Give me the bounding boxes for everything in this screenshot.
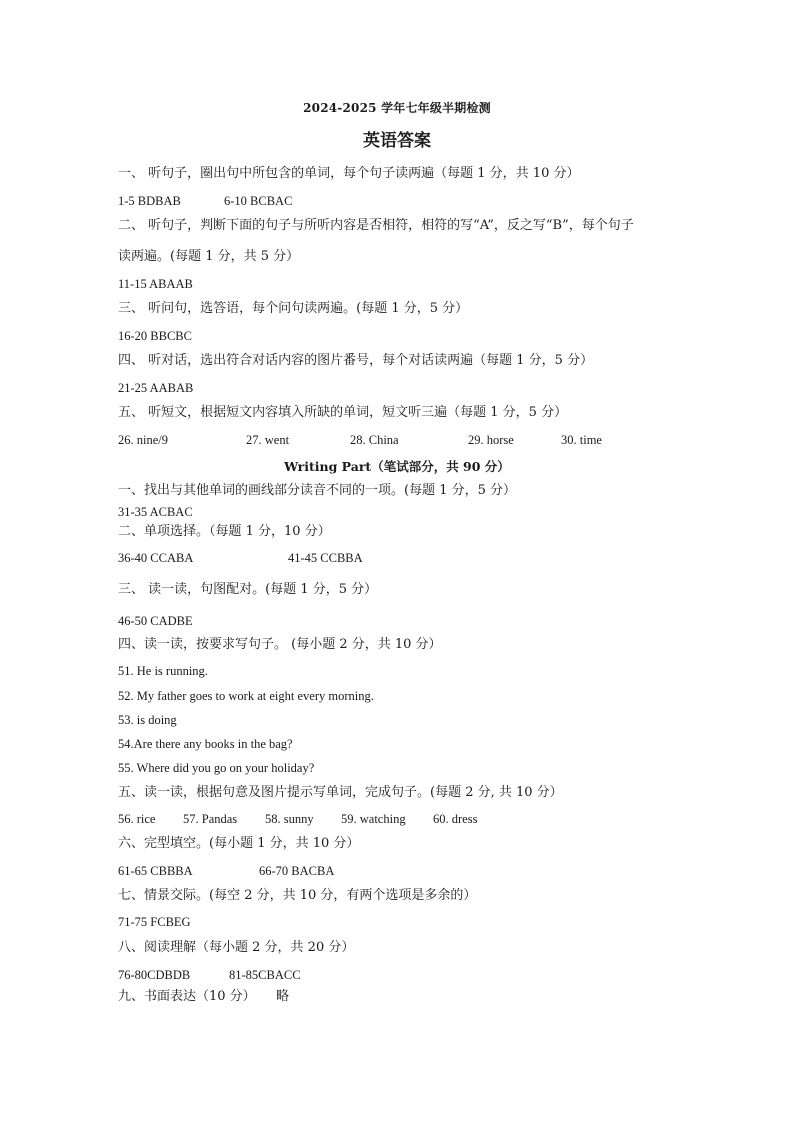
answer-line: 41-45 CCBBA bbox=[288, 551, 363, 565]
answer-line: 58. sunny bbox=[265, 812, 314, 826]
answer-line: 21-25 AABAB bbox=[118, 381, 194, 395]
writing-w5-instruction: 五、读一读，根据句意及图片提示写单词，完成句子。(每题 2 分, 共 10 分） bbox=[118, 785, 563, 800]
writing-w9-instruction: 九、书面表达（10 分） bbox=[118, 989, 256, 1004]
subject-title: 英语答案 bbox=[363, 131, 431, 151]
writing-w7-instruction: 七、情景交际。(每空 2 分，共 10 分，有两个选项是多余的） bbox=[118, 888, 477, 903]
writing-w2-instruction: 二、单项选择。（每题 1 分，10 分） bbox=[118, 524, 331, 539]
answer-line: 52. My father goes to work at eight every morning. bbox=[118, 689, 374, 703]
answer-line: 71-75 FCBEG bbox=[118, 915, 191, 929]
writing-w1-instruction: 一、找出与其他单词的画线部分读音不同的一项。(每题 1 分，5 分） bbox=[118, 483, 517, 498]
answer-line: 26. nine/9 bbox=[118, 433, 168, 447]
answer-line: 56. rice bbox=[118, 812, 156, 826]
answer-line: 29. horse bbox=[468, 433, 514, 447]
answer-line: 36-40 CCABA bbox=[118, 551, 194, 565]
writing-w6-instruction: 六、完型填空。(每小题 1 分，共 10 分） bbox=[118, 836, 360, 851]
answer-line: 55. Where did you go on your holiday? bbox=[118, 761, 315, 775]
writing-w3-instruction: 三、 读一读，句图配对。(每题 1 分，5 分） bbox=[118, 582, 378, 597]
answer-line: 59. watching bbox=[341, 812, 406, 826]
listening-q2-instruction: 二、 听句子，判断下面的句子与所听内容是否相符，相符的写“A”，反之写“B”，每个句子 bbox=[118, 218, 634, 233]
listening-q5-instruction: 五、 听短文，根据短文内容填入所缺的单词，短文听三遍（每题 1 分，5 分） bbox=[118, 405, 568, 420]
answer-line: 46-50 CADBE bbox=[118, 614, 193, 628]
writing-part-heading: Writing Part（笔试部分，共 90 分） bbox=[284, 459, 510, 474]
answer-line: 16-20 BBCBC bbox=[118, 329, 192, 343]
answer-line: 30. time bbox=[561, 433, 602, 447]
answer-line: 57. Pandas bbox=[183, 812, 238, 826]
answer-line: 27. went bbox=[246, 433, 290, 447]
answer-line: 54.Are there any books in the bag? bbox=[118, 737, 293, 751]
answer-line: 51. He is running. bbox=[118, 664, 208, 678]
answer-line: 81-85CBACC bbox=[229, 968, 301, 982]
listening-q2-instruction-cont: 读两遍。(每题 1 分，共 5 分） bbox=[118, 249, 300, 264]
answer-line: 53. is doing bbox=[118, 713, 177, 727]
exam-title: 2024-2025 学年七年级半期检测 bbox=[303, 101, 491, 115]
answer-line: 66-70 BACBA bbox=[259, 864, 335, 878]
listening-q4-instruction: 四、 听对话，选出符合对话内容的图片番号，每个对话读两遍（每题 1 分，5 分） bbox=[118, 353, 594, 368]
answer-line: 76-80CDBDB bbox=[118, 968, 191, 982]
answer-line: 28. China bbox=[350, 433, 399, 447]
answer-line: 1-5 BDBAB bbox=[118, 194, 181, 208]
writing-w9-answer: 略 bbox=[276, 989, 290, 1004]
answer-line: 6-10 BCBAC bbox=[224, 194, 293, 208]
answer-line: 31-35 ACBAC bbox=[118, 505, 193, 519]
answer-line: 60. dress bbox=[433, 812, 478, 826]
listening-q3-instruction: 三、 听问句，选答语，每个问句读两遍。(每题 1 分，5 分） bbox=[118, 301, 469, 316]
answer-line: 61-65 CBBBA bbox=[118, 864, 193, 878]
writing-w8-instruction: 八、阅读理解（每小题 2 分，共 20 分） bbox=[118, 940, 355, 955]
answer-line: 11-15 ABAAB bbox=[118, 277, 193, 291]
writing-w4-instruction: 四、读一读，按要求写句子。 (每小题 2 分，共 10 分） bbox=[118, 637, 442, 652]
listening-q1-instruction: 一、 听句子，圈出句中所包含的单词，每个句子读两遍（每题 1 分，共 10 分） bbox=[118, 166, 580, 181]
